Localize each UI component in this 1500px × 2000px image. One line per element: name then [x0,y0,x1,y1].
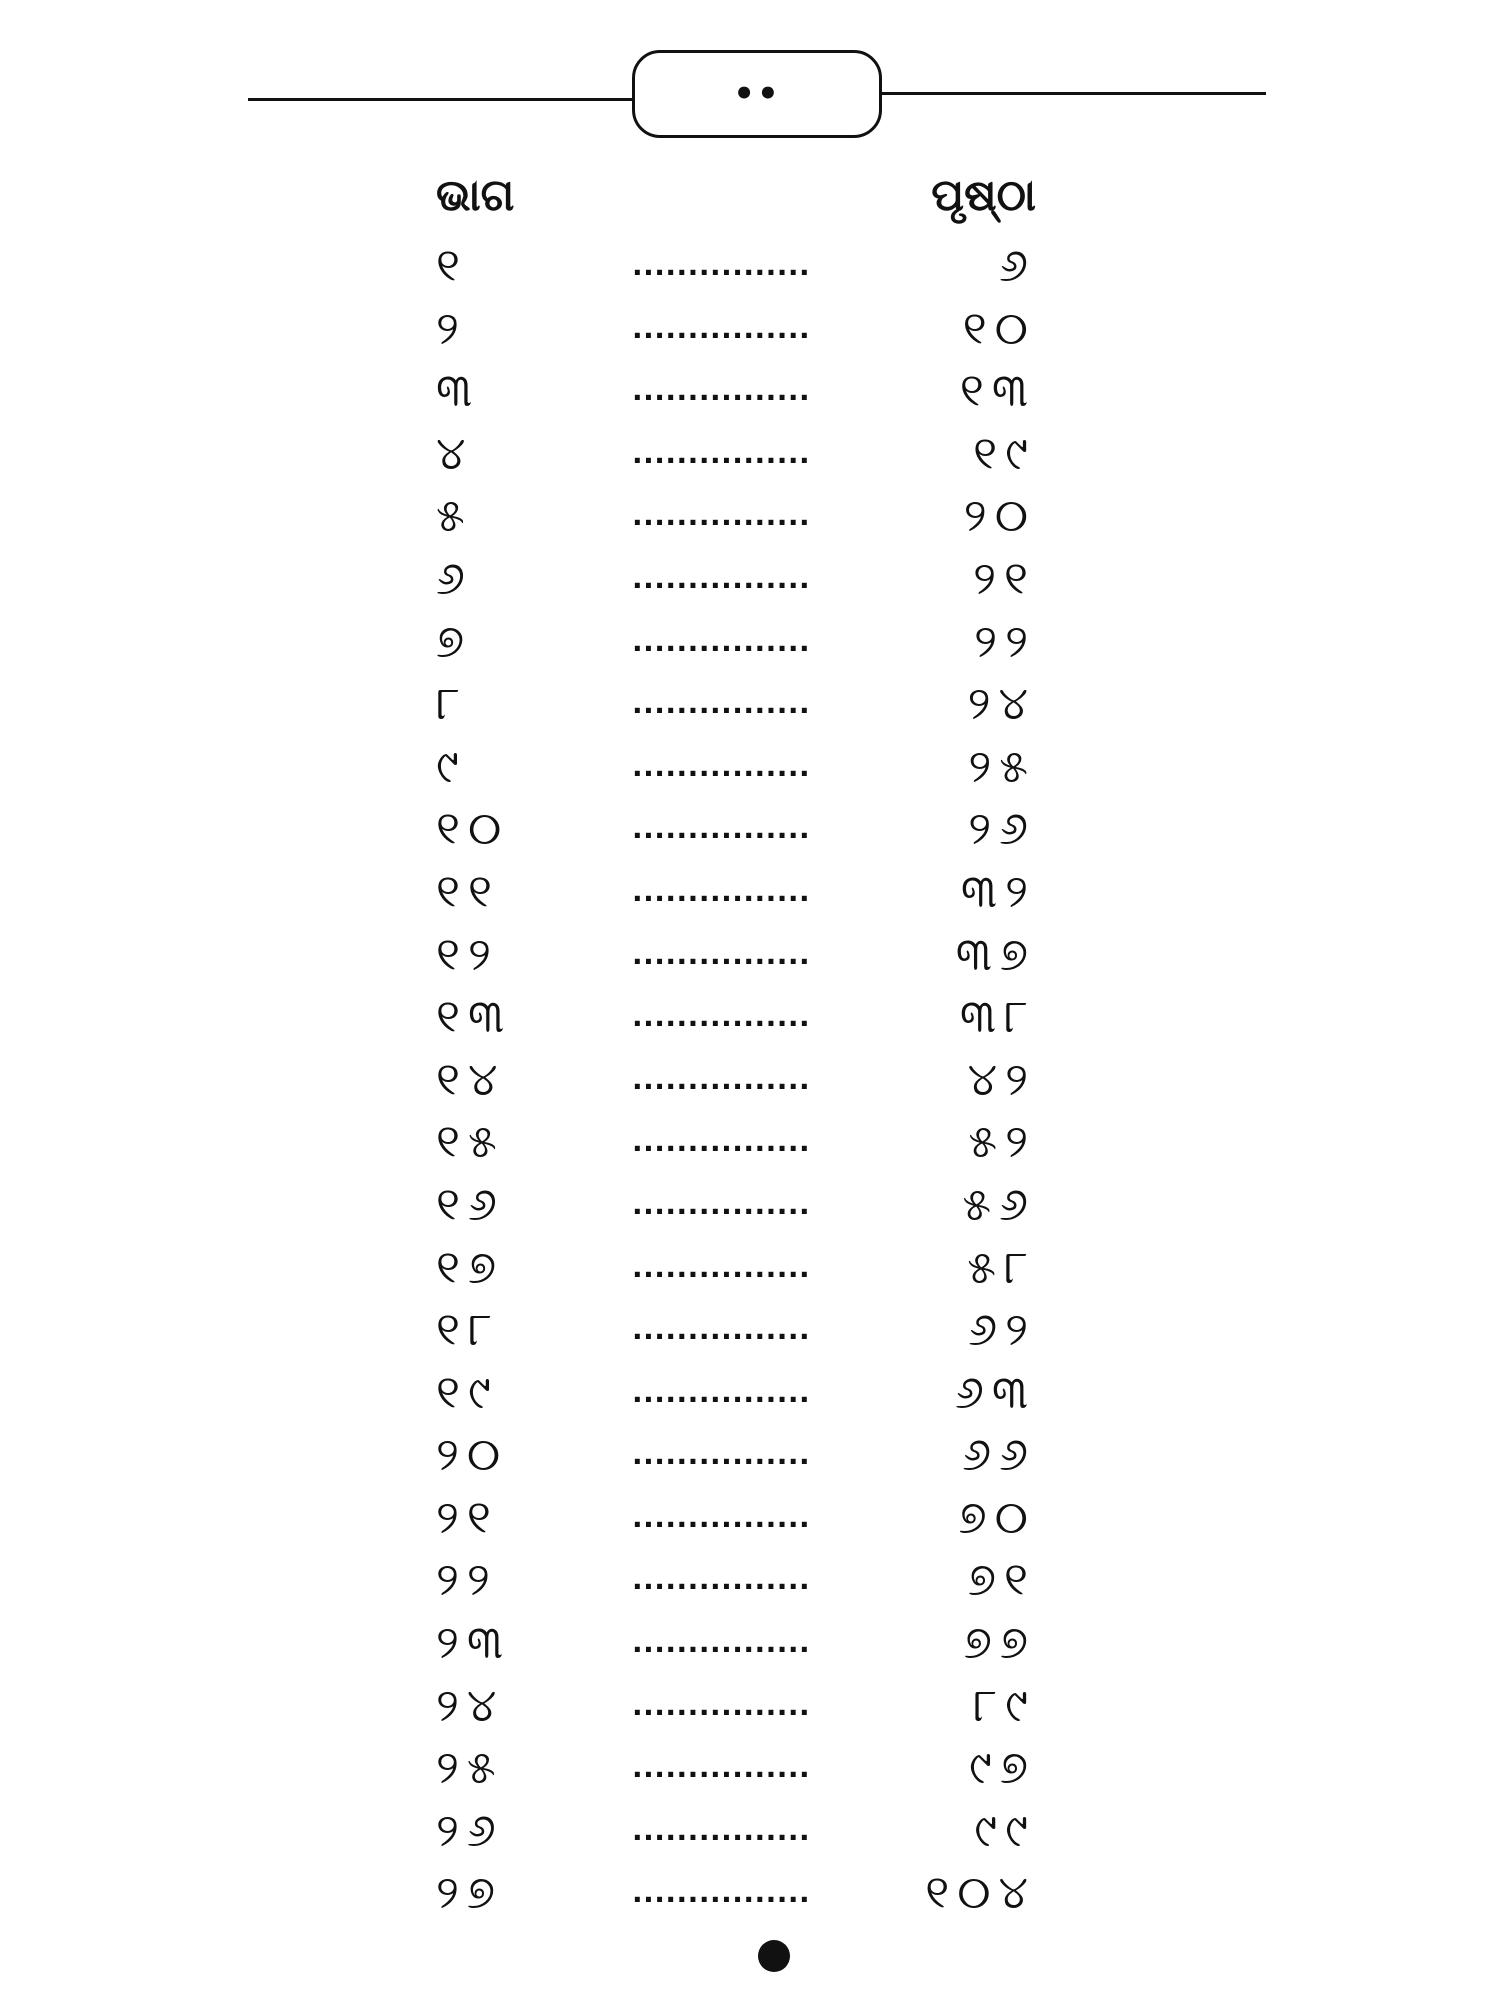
dot-leader: ................ [632,1563,811,1597]
part-number: ୯ [436,738,467,793]
toc-row [0,1859,1500,1922]
part-number: ୨୦ [436,1427,509,1482]
page-number: ୨୧ [973,550,1036,605]
toc-row [0,1108,1500,1171]
page-number: ୨୫ [968,738,1036,793]
toc-row [0,1046,1500,1109]
page-number: ୬୩ [954,1364,1036,1419]
part-number: ୮ [436,676,469,731]
header-rule-left [248,98,634,101]
dot-leader: ................ [632,1187,811,1221]
toc-row [0,670,1500,733]
page-number: ୪୨ [967,1051,1036,1106]
page-number: ୬ [999,238,1036,292]
toc-row [0,1359,1500,1422]
header-rule-right [880,92,1266,95]
page-number: ୨୬ [968,801,1036,856]
page-number: ୩୮ [959,989,1036,1044]
dot-leader: ................ [632,374,811,408]
page-number: ୧୩ [959,363,1036,418]
part-number: ୨୧ [436,1489,499,1544]
dot-leader: ................ [632,1688,811,1722]
part-number: ୭ [436,613,473,668]
dot-leader: ................ [632,1062,811,1096]
part-number: ୧୭ [436,1239,505,1294]
part-number: ୧୯ [436,1364,499,1419]
toc-row [0,1484,1500,1547]
part-number: ୩ [436,363,481,418]
page-number: ୧୦୪ [925,1865,1036,1920]
part-number: ୪ [436,425,474,480]
part-number: ୨୪ [436,1677,505,1732]
toc-row [0,1546,1500,1609]
part-number: ୨୨ [436,1552,498,1607]
part-number: ୧୦ [436,801,510,856]
part-number: ୨୭ [436,1865,504,1920]
toc-row [0,420,1500,483]
toc-row [0,983,1500,1046]
dot-leader: ................ [632,499,811,533]
page-number: ୮୯ [973,1677,1036,1732]
dot-leader: ................ [632,1313,811,1347]
page-number: ୯୯ [974,1802,1036,1857]
dot-leader: ................ [632,1125,811,1159]
page-number: ୨୪ [967,676,1036,731]
toc-row [0,921,1500,984]
page-number: ୫୨ [968,1114,1036,1169]
dot-leader: ................ [632,1250,811,1284]
toc-row [0,1234,1500,1297]
page-number: ୭୦ [958,1489,1036,1544]
toc-row [0,232,1500,295]
page-number: ୨୦ [963,488,1036,543]
toc-row [0,1421,1500,1484]
dot-leader: ................ [632,1626,811,1660]
dot-leader: ................ [632,749,811,783]
toc-row [0,1296,1500,1359]
dot-leader: ................ [632,687,811,721]
page-number: ୩୭ [955,926,1036,981]
toc-row [0,1734,1500,1797]
page-number: ୫୮ [967,1239,1036,1294]
dot-leader: ................ [632,1375,811,1409]
part-number: ୬ [436,550,473,605]
toc-row [0,1171,1500,1234]
part-number: ୧୫ [436,1114,505,1169]
header-title-dots: •• [733,74,781,114]
column-header-part: ଭାଗ [436,170,515,221]
dot-leader: ................ [632,311,811,345]
part-number: ୨୬ [436,1802,504,1857]
dot-leader: ................ [632,1500,811,1534]
toc-row [0,1797,1500,1860]
page-number: ୨୨ [974,613,1036,668]
dot-leader: ................ [632,874,811,908]
toc-row [0,545,1500,608]
page-number: ୯୭ [968,1740,1036,1795]
dot-leader: ................ [632,1876,811,1910]
dot-leader: ................ [632,1438,811,1472]
toc-row [0,295,1500,358]
dot-leader: ................ [632,812,811,846]
toc-row [0,858,1500,921]
column-header-page: ପୃଷ୍ଠା [931,170,1036,221]
page-number: ୧୦ [962,300,1036,355]
page-number: ୫୬ [962,1176,1036,1231]
part-number: ୨୩ [436,1615,512,1670]
part-number: ୨ [436,300,467,355]
page-number: ୭୭ [963,1615,1036,1670]
header-title-box [632,50,882,138]
part-number: ୫ [436,488,473,543]
dot-leader: ................ [632,436,811,470]
part-number: ୨୫ [436,1740,504,1795]
dot-leader: ................ [632,624,811,658]
part-number: ୧୬ [436,1176,505,1231]
dot-leader: ................ [632,249,811,282]
toc-row [0,357,1500,420]
toc-row [0,795,1500,858]
dot-leader: ................ [632,1751,811,1785]
toc-row [0,482,1500,545]
toc-row [0,1672,1500,1735]
dot-leader: ................ [632,1000,811,1034]
part-number: ୧୨ [436,926,499,981]
dot-leader: ................ [632,937,811,971]
toc-row [0,608,1500,671]
part-number: ୧୧ [436,863,500,918]
part-number: ୧୪ [436,1051,506,1106]
dot-leader: ................ [632,561,811,595]
page-number: ୩୨ [960,863,1036,918]
toc-row [0,1609,1500,1672]
page-number: ୬୬ [962,1427,1036,1482]
page-number: ୧୯ [973,425,1036,480]
part-number: ୧୮ [436,1302,500,1357]
toc-row [0,733,1500,796]
table-of-contents [0,232,1500,1922]
page-number: ୭୧ [967,1552,1036,1607]
dot-leader: ................ [632,1813,811,1847]
part-number: ୧୩ [436,989,513,1044]
page-number: ୬୨ [968,1302,1036,1357]
end-mark-dot [758,1940,790,1972]
part-number: ୧ [436,238,468,292]
